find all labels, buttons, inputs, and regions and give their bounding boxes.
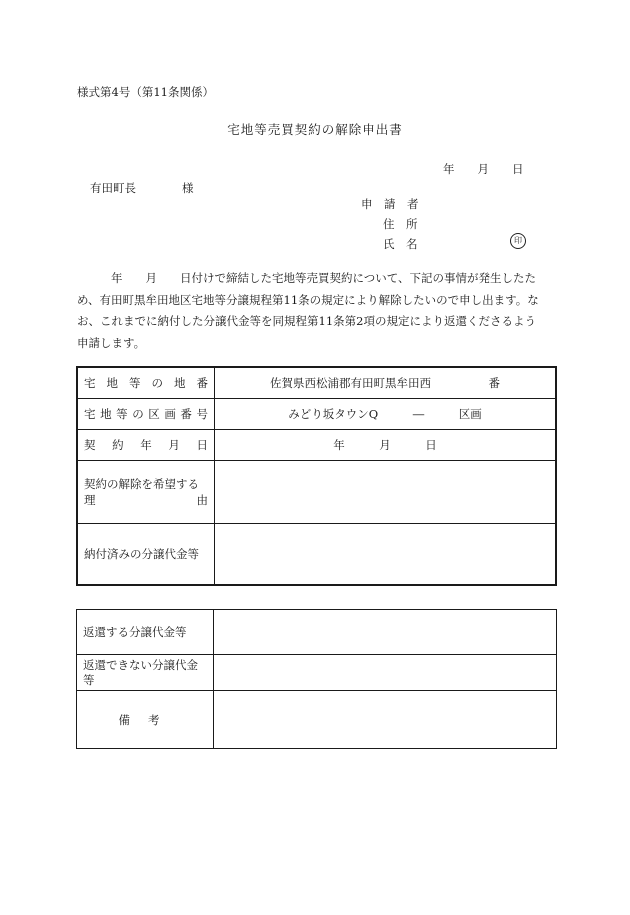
label-char: 画 [164,406,176,421]
lot-number-label [77,367,215,398]
label-char: 地 [106,375,118,390]
label-char: 宅 [84,406,96,421]
refund-amount-field[interactable] [214,610,557,655]
label-char: 区 [148,406,160,421]
document-title: 宅地等売買契約の解除申出書 [227,122,403,137]
submission-date-field[interactable]: 年 月 日 [443,162,524,176]
label-char: 約 [112,437,124,452]
refund-amount-label: 返還する分譲代金等 [77,610,214,655]
label-char: 契 [84,437,96,452]
parcel-number-label [77,398,215,429]
label-char: 月 [168,437,180,452]
non-refundable-amount-field[interactable] [214,655,557,691]
name-label: 氏 名 [383,237,418,251]
non-refundable-amount-label: 返還できない分譲代金等 [77,655,214,691]
label-char: 番 [196,375,208,390]
label-char: 等 [129,375,141,390]
label-char: 番 [180,406,192,421]
contract-date-field[interactable]: 年 月 日 [215,429,557,460]
label-char: 等 [116,406,128,421]
body-line: め、有田町黒牟田地区宅地等分譲規程第11条の規定により解除したいので申し出ます。な [77,292,539,307]
parcel-number-field[interactable]: みどり坂タウンQ ― 区画 [215,398,557,429]
cancellation-reason-label [77,460,215,523]
label-char: 地 [100,406,112,421]
address-label: 住 所 [383,217,418,231]
table-row [77,655,557,691]
label-line: 契約の解除を希望する [84,476,199,491]
body-line: お、これまでに納付した分譲代金等を同規程第11条第2項の規定により返還くださるよう [77,314,536,328]
label-char: 地 [174,375,186,390]
remarks-label: 備考 [77,691,214,749]
applicant-label: 申 請 者 [361,197,419,211]
contract-date-label [77,429,215,460]
addressee: 有田町長 様 [90,181,194,195]
cancellation-reason-field[interactable] [215,460,557,523]
table-row [77,691,557,749]
table-row [77,398,556,429]
label-char: 号 [196,406,208,421]
label-char: 年 [140,437,152,452]
label-char: の [151,375,163,390]
label-char: の [132,406,144,421]
label-char: 日 [196,437,208,452]
table-row [77,460,556,523]
remarks-field[interactable] [214,691,557,749]
label-char: 宅 [84,375,96,390]
request-body-text [77,268,552,354]
paid-amount-field[interactable] [215,523,557,585]
table-row [77,610,557,655]
table-row [77,429,556,460]
lot-number-field[interactable]: 佐賀県西松浦郡有田町黒牟田西 番 [215,367,557,398]
table-row [77,523,556,585]
seal-mark-icon: 印 [510,233,526,249]
refund-table [76,609,557,749]
contract-details-table [76,366,557,586]
form-number-label: 様式第4号（第11条関係） [77,85,214,99]
label-char: 理 [84,492,96,507]
paid-amount-label: 納付済みの分譲代金等 [77,523,215,585]
body-line: 年 月 日付けで締結した宅地等売買契約について、下記の事情が発生したた [111,271,537,285]
body-line: 申請します。 [77,335,146,350]
table-row [77,367,556,398]
label-char: 由 [196,492,208,507]
